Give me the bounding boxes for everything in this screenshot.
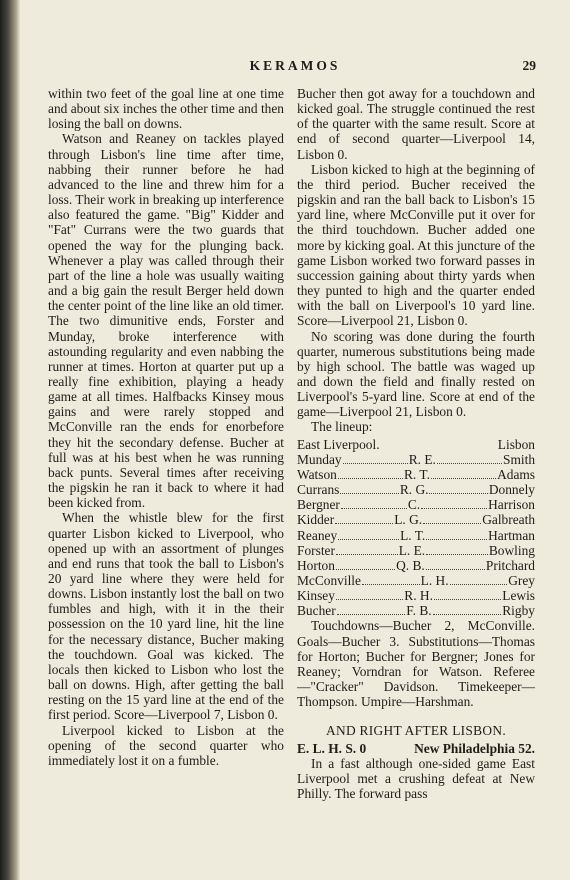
leader-dots xyxy=(450,584,508,585)
lineup-away-player: Adams xyxy=(497,466,536,482)
lineup-position: L. G. xyxy=(394,512,423,528)
leader-dots xyxy=(426,569,485,570)
leader-dots xyxy=(426,554,488,555)
lineup-position: R. G. xyxy=(399,482,429,498)
lineup-home-player: Kinsey xyxy=(297,588,335,604)
game-summary: Touchdowns—Bucher 2, McConville. Goals—Bucher 3. Substitutions—Thomas for Horton; Bucher for Bergner; Jones for Reaney; Vorndran for Watson. Referee—"Cracker" Davidson. Timekeeper—Thompson. Umpire—Harshman. xyxy=(297,618,535,710)
lineup-away-player: Donnely xyxy=(488,482,535,498)
leader-dots xyxy=(338,478,403,479)
leader-dots xyxy=(431,478,496,479)
lineup-row xyxy=(297,497,535,512)
lineup-away-player: Bowling xyxy=(488,542,536,558)
lineup-home-player: Watson xyxy=(297,466,337,482)
lineup-row xyxy=(297,573,535,588)
lineup-away-player: Grey xyxy=(508,573,536,588)
article-paragraph: Watson and Reaney on tackles played through Lisbon's line time after time, nabbing their runner before he had advanced to the line and threw him for a loss. Their work in breaking up interference also featured the game. "Big" Kidder and "Fat" Currans were the two guards that opened the way for the plunging back. Whenever a play was called through their part of the line a hole was usually waiting and a big gain the result Berger held down the center point of the line like an old timer. The two dimunitive ends, Forster and Munday, broke interference with astounding regularity and even nabbing the runner at times. Horton at quarter put up a really fine exhibition, playing a heady game at all times. Halfbacks Kinsey mous gains and were rarely stopped and McConville ran the ends for enorbefore they hit the secondary defense. Bucher at full was at his best when he was running back punts. Several times after receiving the pigskin he ran it back to where it had been kicked from. xyxy=(48,131,284,511)
left-column xyxy=(48,86,284,768)
leader-dots xyxy=(437,463,502,464)
leader-dots xyxy=(336,599,403,600)
lineup-row xyxy=(297,528,535,543)
leader-dots xyxy=(421,508,487,509)
lineup-away-player: Galbreath xyxy=(482,512,536,528)
lineup-home-player: Forster xyxy=(297,542,335,558)
lineup-away-player: Pritchard xyxy=(485,557,535,573)
magazine-page xyxy=(20,0,570,880)
lineup-home-player: Reaney xyxy=(297,527,338,543)
leader-dots xyxy=(341,508,407,509)
lineup-away-player: Hartman xyxy=(488,527,535,543)
lineup-away-player: Harrison xyxy=(488,497,535,513)
leader-dots xyxy=(429,493,487,494)
leader-dots xyxy=(423,523,481,524)
article-paragraph: within two feet of the goal line at one time and about six inches the other time and then losing the ball on downs. xyxy=(48,86,284,132)
article-paragraph: When the whistle blew for the first quarter Lisbon kicked to Liverpool, who opened up with an assortment of plunges and end runs that took the ball to Lisbon's 20 yard line where they were held for downs. Lisbon instantly lost the ball on two fumbles and high, with it in the their possession on the 10 yard line, hit the line for the necessary distance, Bucher making the touchdown. Goal was kicked. The locals then kicked to Lisbon who lost the ball on downs. High, after getting the ball resting on the 15 yard line at the end of the first period. Score—Liverpool 7, Lisbon 0. xyxy=(48,510,284,723)
article-paragraph: No scoring was done during the fourth quarter, numerous substitutions being made by high school. The battle was waged up and down the field and finally rested on Liverpool's 5-yard line. Score at end of the game—Liverpool 21, Lisbon 0. xyxy=(297,328,535,420)
home-team-name: East Liverpool. xyxy=(297,436,380,452)
magazine-title: KERAMOS xyxy=(249,58,341,73)
lineup-home-player: McConville xyxy=(297,573,361,588)
page-number: 29 xyxy=(522,58,536,73)
score-line xyxy=(297,741,535,756)
leader-dots xyxy=(337,614,406,615)
leader-dots xyxy=(433,614,502,615)
lineup-row xyxy=(297,452,535,467)
lineup-row xyxy=(297,482,535,497)
lineup-row xyxy=(297,512,535,527)
lineup-home-player: Bucher xyxy=(297,603,336,619)
lineup-position: R. T. xyxy=(404,466,430,482)
score-right: New Philadelphia 52. xyxy=(414,740,535,756)
lineup-home-player: Munday xyxy=(297,451,342,467)
lineup-position: Q. B. xyxy=(396,557,425,573)
lineup-away-player: Smith xyxy=(503,451,536,467)
lineup-intro: The lineup: xyxy=(311,419,373,435)
right-column xyxy=(297,86,535,801)
lineup-position: L. E. xyxy=(398,542,426,558)
lineup-row xyxy=(297,588,535,603)
lineup-row xyxy=(297,603,535,618)
away-team-name: Lisbon xyxy=(497,436,535,452)
lineup-position: L. H. xyxy=(420,573,449,588)
leader-dots xyxy=(426,539,487,540)
lineup-row xyxy=(297,467,535,482)
score-left: E. L. H. S. 0 xyxy=(297,740,367,756)
lineup-row xyxy=(297,558,535,573)
lineup-position: C. xyxy=(407,497,421,513)
leader-dots xyxy=(338,539,399,540)
leader-dots xyxy=(434,599,501,600)
lineup-home-player: Kidder xyxy=(297,512,335,528)
page-header xyxy=(20,58,570,78)
section-heading: AND RIGHT AFTER LISBON. xyxy=(326,723,506,739)
lineup-row xyxy=(297,543,535,558)
leader-dots xyxy=(340,493,398,494)
lineup-position: R. E. xyxy=(408,451,436,467)
leader-dots xyxy=(362,584,420,585)
leader-dots xyxy=(335,523,393,524)
lineup-home-player: Currans xyxy=(297,482,340,498)
lineup-away-player: Lewis xyxy=(502,588,536,604)
article-paragraph: Liverpool kicked to Lisbon at the opening of the second quarter who immediately lost it on a fumble. xyxy=(48,722,284,768)
lineup-home-player: Bergner xyxy=(297,497,340,513)
article-paragraph: Bucher then got away for a touchdown and kicked goal. The struggle continued the rest of the quarter with the same result. Score at end of second quarter—Liverpool 14, Lisbon 0. xyxy=(297,86,535,162)
leader-dots xyxy=(336,554,398,555)
lineup-team-header xyxy=(297,437,535,452)
leader-dots xyxy=(343,463,408,464)
lineup-away-player: Rigby xyxy=(502,603,535,619)
lineup-position: F. B. xyxy=(406,603,432,619)
article-paragraph: Lisbon kicked to high at the beginning of the third period. Bucher received the pigskin and ran the ball back to Lisbon's 15 yard line, where McConville put it over for the third touchdown. Bucher added one more by kicking goal. At this juncture of the game Lisbon worked two forward passes in succession gaining about thirty yards when they punted to high and the quarter ended with the ball on Liverpool's 10 yard line. Score—Liverpool 21, Lisbon 0. xyxy=(297,161,535,329)
book-binding-edge xyxy=(0,0,20,880)
lineup-home-player: Horton xyxy=(297,557,335,573)
leader-dots xyxy=(336,569,395,570)
lineup-table xyxy=(297,452,535,619)
lineup-position: R. H. xyxy=(404,588,433,604)
article-paragraph: In a fast although one-sided game East Liverpool met a crushing defeat at New Philly. The forward pass xyxy=(297,755,535,802)
lineup-position: L. T. xyxy=(400,527,426,543)
